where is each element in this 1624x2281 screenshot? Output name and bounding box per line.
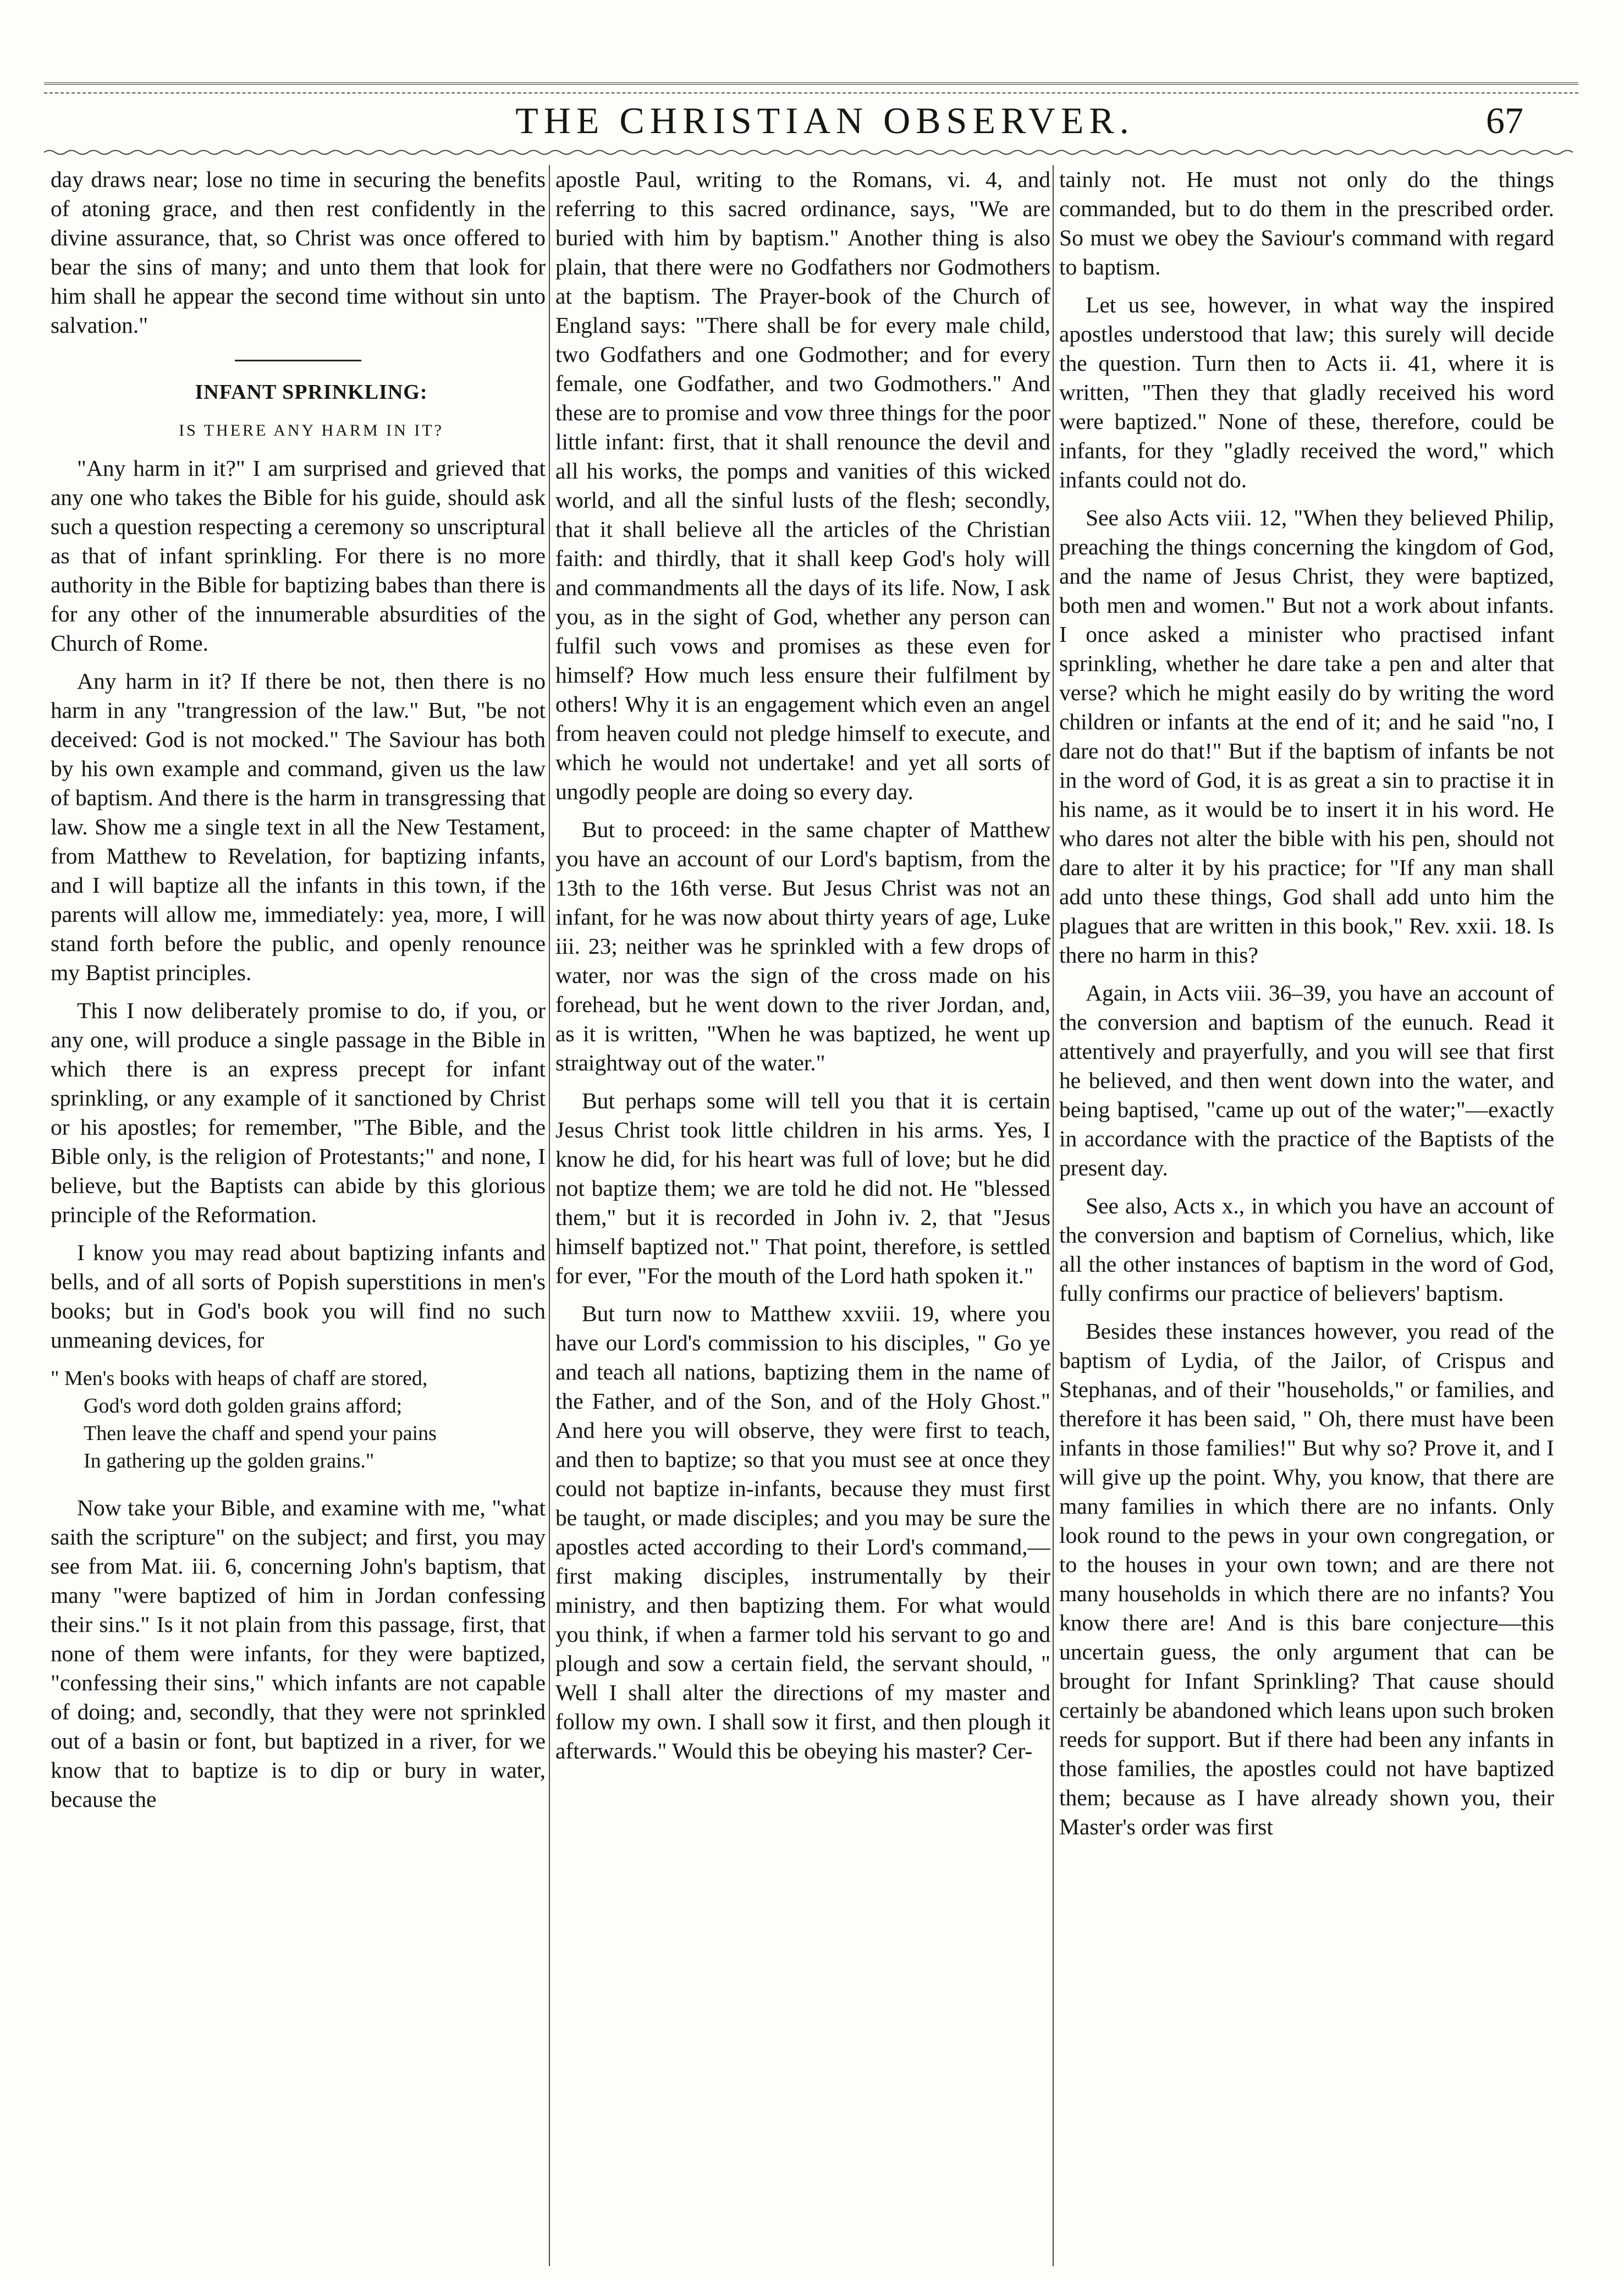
paragraph: See also Acts viii. 12, "When they believed Philip, preaching the things concerning the kingdom of God, and the name of Jesus Christ, they were baptized, both men and women." But not a work about infants. I once asked a minister who practised infant sprinkling, whether he dare take a pen and alter that verse? which he might easily do by writing the word children or infants at the end of it; and he said "no, I dare not do that!" But if the baptism of infants be not in the word of God, it is as great a sin to practise it in his name, as it would be to insert it in his word. He who dares not alter the bible with his pen, should not dare to alter it by his practice; for "If any man shall add unto these things, God shall add unto him the plagues that are written in this book," Rev. xxii. 18. Is there no harm in this? — [1059, 505, 1554, 968]
verse-line: God's word doth golden grains afford; — [84, 1394, 403, 1417]
article-heading: INFANT SPRINKLING: — [195, 381, 428, 404]
paragraph: Now take your Bible, and examine with me, "what saith the scripture" on the subject; and first, you may see from Mat. iii. 6, concerning John's baptism, that many "were baptized of him in Jordan confessing their sins." Is it not plain from this passage, first, that none of them were infants, for they were baptized, "confessing their sins," which infants are not capable of doing; and, secondly, that they were not sprinkled out of a basin or font, but baptized in a river, for we know that to baptize is to dip or bury in water, because the — [51, 1495, 546, 1812]
paragraph: This I now deliberately promise to do, if you, or any one, will produce a single passage in the Bible in which there is an express precept for infant sprinkling, or any example of it sanctioned by Christ or his apostles; for remember, "The Bible, and the Bible only, is the religion of Protestants;" and none, I believe, but the Baptists can abide by this glorious principle of the Reformation. — [51, 998, 546, 1227]
section-rule — [235, 360, 361, 361]
paragraph: But turn now to Matthew xxviii. 19, where you have our Lord's commission to his disciples, " Go ye and teach all nations, baptizing them in the name of the Father, and of the Son, and of the Holy Ghost." And here you will observe, they were first to teach, and then to baptize; so that you must see at once they could not baptize in-infants, because they must first be taught, or made disciples; and you may be sure the apostles acted according to their Lord's command,—first making disciples, instrumentally by their ministry, and then baptizing them. For what would you think, if when a farmer told his servant to go and plough and sow a certain field, the servant should, " Well I shall alter the directions of my master and follow my own. I shall sow it first, and then plough it afterwards." Would this be obeying his master? Cer- — [555, 1301, 1050, 1763]
paragraph: Let us see, however, in what way the inspired apostles understood that law; this surely will decide the question. Turn then to Acts ii. 41, where it is written, "Then they that gladly received his word were baptized." None of these, therefore, could be infants, for they "gladly received the word," which infants could not do. — [1059, 292, 1554, 492]
paragraph: tainly not. He must not only do the things commanded, but to do them in the prescribed order. So must we obey the Saviour's command with regard to baptism. — [1059, 167, 1554, 279]
verse-line: Then leave the chaff and spend your pains — [84, 1422, 437, 1445]
running-head-title: THE CHRISTIAN OBSERVER. — [515, 100, 1135, 141]
paragraph: Any harm in it? If there be not, then there is no harm in any "trangression of the law." But, "be not deceived: God is not mocked." The Saviour has both by his own example and command, given us the law of baptism. And there is the harm in transgressing that law. Show me a single text in all the New Testament, from Matthew to Revelation, for baptizing infants, and I will baptize all the infants in this town, if the parents will allow me, immediately: yea, more, I will stand forth before the public, and openly renounce my Baptist principles. — [51, 668, 546, 985]
wavy-divider-rule — [44, 149, 1578, 156]
verse-line: In gathering up the golden grains." — [84, 1449, 375, 1472]
column-1 — [51, 165, 546, 2272]
paragraph: apostle Paul, writing to the Romans, vi. 4, and referring to this sacred ordinance, says, "We are buried with him by baptism." Another thing is also plain, that there were no Godfathers nor Godmothers at the baptism. The Prayer-book of the Church of England says: "There shall be for every male child, two Godfathers and one Godmother; and for every female, one Godfather, and two Godmothers." And these are to promise and vow three things for the poor little infant: first, that it shall renounce the devil and all his works, the pomps and vanities of this wicked world, and all the sinful lusts of the flesh; secondly, that it shall believe all the articles of the Christian faith: and thirdly, that it shall keep God's holy will and commandments all the days of its life. Now, I ask you, as in the sight of God, whether any person can fulfil such vows and promises as these even for himself? How much less ensure their fulfilment by others! Why it is an engagement which even an angel from heaven could not pledge himself to execute, and which he would not undertake! and yet all sorts of ungodly people are doing so every day. — [555, 167, 1050, 804]
verse-quotation — [51, 1365, 546, 1475]
paragraph: "Any harm in it?" I am surprised and grieved that any one who takes the Bible for his guide, should ask such a question respecting a ceremony so unscriptural as that of infant sprinkling. For there is no more authority in the Bible for baptizing babes than there is for any other of the innumerable absurdities of the Church of Rome. — [51, 455, 546, 656]
column-divider-2 — [1053, 165, 1054, 2266]
paragraph: Besides these instances however, you read of the baptism of Lydia, of the Jailor, of Crispus and Stephanas, and of their "households," or families, and therefore it has been said, " Oh, there must have been infants in those families!" But why so? Prove it, and I will give up the point. Why, you know, that there are many families in which there are no infants. Only look round to the pews in your own congregation, or to the houses in your own town; and are there not many households in which there are no infants? You know there are! And is this bare conjecture—this uncertain guess, the only argument that can be brought for Infant Sprinkling? That cause should certainly be abandoned which leans upon such broken reeds for support. But if there had been any infants in those families, the apostles could not have baptized them; because as I have already shown you, their Master's order was first — [1059, 1318, 1554, 1839]
column-3 — [1059, 165, 1554, 2272]
paragraph: But perhaps some will tell you that it is certain Jesus Christ took little children in his arms. Yes, I know he did, for his heart was full of love; but he did not baptize them; we are told he did not. He "blessed them," but it is recorded in John iv. 2, that "Jesus himself baptized not." That point, therefore, is settled for ever, "For the mouth of the Lord hath spoken it." — [555, 1088, 1050, 1288]
paragraph: I know you may read about baptizing infants and bells, and of all sorts of Popish superstitions in men's books; but in God's book you will find no such unmeaning devices, for — [51, 1240, 546, 1353]
paragraph: day draws near; lose no time in securing the benefits of atoning grace, and then rest confidently in the divine assurance, that, so Christ was once offered to bear the sins of many; and unto them that look for him shall he appear the second time without sin unto salvation." — [51, 167, 546, 338]
column-divider-1 — [549, 165, 550, 2266]
paragraph: See also, Acts x., in which you have an account of the conversion and baptism of Cornelius, which, like all the other instances of baptism in the word of God, fully confirms our practice of believers' baptism. — [1059, 1193, 1554, 1306]
column-2 — [555, 165, 1050, 2272]
article-subheading: IS THERE ANY HARM IN IT? — [179, 421, 444, 439]
verse-line: " Men's books with heaps of chaff are stored, — [51, 1367, 428, 1390]
page-number: 67 — [1486, 100, 1523, 141]
header-double-rule — [44, 83, 1578, 85]
paragraph: But to proceed: in the same chapter of Matthew you have an account of our Lord's baptism, from the 13th to the 16th verse. But Jesus Christ was not an infant, for he was now about thirty years of age, Luke iii. 23; neither was he sprinkled with a few drops of water, nor was the sign of the cross made on his forehead, but he went down to the river Jordan, and, as it is written, "When he was baptized, he went up straightway out of the water." — [555, 817, 1050, 1075]
paragraph: Again, in Acts viii. 36–39, you have an account of the conversion and baptism of the eunuch. Read it attentively and prayerfully, and you will see that first he believed, and then went down into the water, and being baptised, "came up out of the water;"—exactly in accordance with the practice of the Baptists of the present day. — [1059, 980, 1554, 1180]
header-dashed-rule — [44, 92, 1578, 94]
